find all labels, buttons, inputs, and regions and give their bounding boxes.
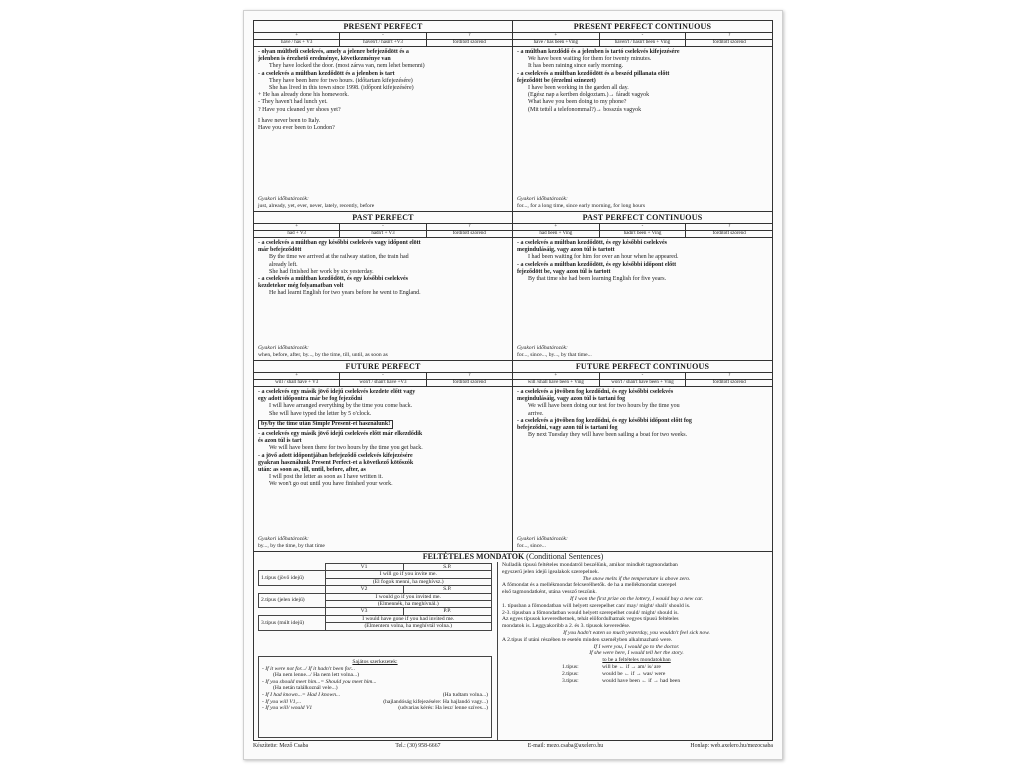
adverbs: Gyakori időhatározók: by..., by the time, by that time [258,536,325,549]
section-body: - a cselekvés a múltban kezdődött, és egy későbbi cselekvés megindulásáig, vagy azon túl is tartott I had been waiting for him for over an hour when he appeared. - a cselekvés a múltban kezdődött, és egy későbbi időpont előtt fejeződött be, vagy azon túl is tartott By that time she had been learning English for five years. [517,240,679,283]
conditional-rules: Nulladik típusú feltételes mondatról beszélünk, amikor mindkét tagmondatban egyszerű jelen idejű igealakok szerepelnek. The snow melts if the temperature is above zero. A főmondat és a mellékmondat felcserélhetők. de ha a mellékmondat szerepel első tagmondatként, utána vessző teszünk. If I won the first prize on the lottery, I would buy a new car. 1. típusban a főmondatban will helyett szerepelhet can/ may/ might/ shall/ should is. 2-3. típusban a főmondatban would helyett szerepelhet could/ might/ should is. Az egyes típusok keveredhetnek, tehát előfordulhatnak vegyes típusú feltételes mondatok is. Leggyakoribb a 2. és 3. típusok keveredése. If you hadn't eaten so much yesterday, you wouldn't feel sick now. A 2.típus if utáni részében te esetén minden személyben alkalmazható were. If I were you, I would go to the doctor. If she were here, I would tell her the story. to be a feltételes mondatokban 1.típus: will be ← if → am/ is/ are 2.típus: would be ← if → was/ were 3.típus: would have been ← if → had been [497,562,771,740]
section-title: PAST PERFECT CONTINUOUS [513,212,772,224]
form-row: will / shall have + V3 won't / shan't have +V3 fordított szórend [254,380,512,387]
form-row: had + V3 hadn't + V3 fordított szórend [254,231,512,238]
section-body: - a cselekvés a jövőben fog kezdődni, és egy későbbi cselekvés megindulásáig, vagy azon túl is tartani fog We will have been doing our test for two hours by the time you arrive. - a cselekvés a jövőben fog kezdődni, és egy későbbi időpont előtt fog befejeződni, vagy azon túl is tartani fog By next Tuesday they will have been sailing a boat for two weeks. [517,389,692,439]
adverbs: Gyakori időhatározók: for..., since..., by..., by that time... [517,345,592,358]
form-signs: + - ? [254,224,512,231]
form-row: have / has been +Ving haven't / hasn't been + Ving fordított szórend [513,40,772,47]
author: Készítette: Mező Csaba [253,743,309,749]
conditionals-title: FELTÉTELES MONDATOK (Conditional Sentences) [422,552,604,561]
past-perfect-continuous-section [512,211,773,361]
section-body: - a múltban kezdődő és a jelenben is tartó cselekvés kifejezésére We have been waiting for them for twenty minutes. It has been raining since early morning. - a cselekvés a múltban kezdődött és a beszéd pillanata előtt fejeződött be (érzelmi színezet) I have been working in the garden all day. (Egész nap a kertben dolgoztam.)→ fáradt vagyok What have you been doing to my phone? (Mit tettél a telefonommal?)→ bosszús vagyok [517,49,680,113]
present-perfect-section [253,20,513,212]
form-signs: + - ? [513,224,772,231]
page-footer [253,743,773,749]
email: E-mail: mezo.csaba@axelero.hu [527,743,604,749]
form-row: will /shall have been + Ving won't / shan't have been + Ving fordított szórend [513,380,772,387]
section-title: PAST PERFECT [254,212,512,224]
future-perfect-continuous-section [512,360,773,552]
section-title: PRESENT PERFECT CONTINUOUS [513,21,772,33]
form-signs: + - ? [254,373,512,380]
form-row: have / has + V3 haven't / hasn't +V3 fordított szórend [254,40,512,47]
grammar-grid [253,20,773,740]
adverbs: Gyakori időhatározók: when, before, after, by..., by the time, till, until, as soon as [258,345,388,358]
past-perfect-section [253,211,513,361]
special-structures: Sajátos szerkezetek: - If it were not for.../ If it hadn't been for... (Ha nem lenne.../ Ha nem lett volna...) - If you should meet him...= Should you meet him... (Ha netán találkoznál vele...) - If I had known...= Had I known... (Ha tudtam volna...) - If you will V1,... (hajlandóság kifejezésére: Ha hajlandó vagy...) - If you will/ would V1 (udvarias kérés: Ha lesz/ lenne szíves...) [258,656,492,738]
adverbs: Gyakori időhatározók: for..., for a long time, since early morning, for long hours [517,196,646,209]
form-row: had been + Ving hadn't been + Ving fordított szórend [513,231,772,238]
website: Honlap: web.axelero.hu/mezocsaba [690,743,773,749]
future-perfect-section [253,360,513,552]
adverbs: Gyakori időhatározók: just, already, yet, ever, never, lately, recently, before [258,196,375,209]
form-signs: + - ? [513,33,772,40]
section-body: - olyan múltbeli cselekvés, amely a jelenre befejeződött és a jelenben is érezhető eredménye, következménye van They have locked the door. (most zárva van, nem lehet bemenni) - a cselekvés a múltban kezdődött és a jelenben is tart They have been here for two hours. (időtartam kifejezésére) She has lived in this town since 1998. (időpont kifejezésére) + He has already done his homework. - They haven't had lunch yet. ? Have you cleaned yer shoes yet? I have never been to Italy. Have you ever been to London? [258,49,425,132]
form-signs: + - ? [254,33,512,40]
section-title: FUTURE PERFECT [254,361,512,373]
section-title: FUTURE PERFECT CONTINUOUS [513,361,772,373]
present-perfect-continuous-section [512,20,773,212]
conditional-table: V1 S.P. 1.típus (jövő idejű) I will go if you invite me. (El fogok menni, ha meghívsz.) V2 S.P. 2.típus (jelen idejű) I would go if you invited me. (Elmennék, ha meghívnál.) V3 P.P. 3.típus (múlt idejű) I would have gone if you had invited me. (Elmentem volna, ha meghívtál volna.) [258,563,492,631]
form-signs: + - ? [513,373,772,380]
section-body: - a cselekvés egy másik jövő idejű cselekvés kezdete előtt vagy egy adott időpontra már be fog fejeződni I will have arranged everything by the time you come back. She will have typed the letter by 5 o'clock. by/by the time után Simple Present-et használunk! - a cselekvés egy másik jövő idejű cselekvés előtt már elkezdődik és azon túl is tart We will have been there for two hours by the time you get back. - a jövő adott időpontjában befejeződő cselekvés kifejezésére gyakran használunk Present Perfect-et a következő kötőszók után: as soon as, till, until, before, after, as I will post the letter as soon as I have written it. We won't go out until you have finished your work. [258,389,423,488]
conditional-types [258,563,492,631]
section-body: - a cselekvés a múltban egy későbbi cselekvés vagy időpont elött már befejeződött By the time we arrived at the railway station, the train had already left. She had finished her work by six yesterday. - a cselekvés a múltban kezdődött, és egy későbbi cselekvés kezdetekor még folyamatban volt He had learnt English for two years before he went to England. [258,240,421,297]
rule-box: by/by the time után Simple Present-et használunk! [258,420,393,429]
grammar-sheet [243,10,783,760]
adverbs: Gyakori időhatározók: for..., since... [517,536,568,549]
section-title: PRESENT PERFECT [254,21,512,33]
phone: Tel.: (30) 958-6667 [395,743,441,749]
conditionals-section [253,551,773,741]
